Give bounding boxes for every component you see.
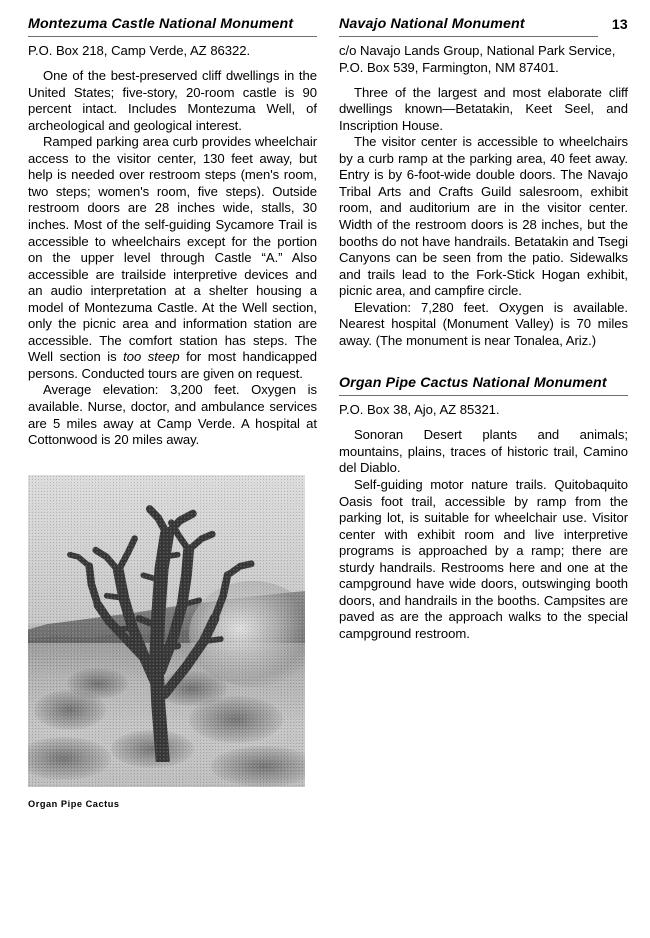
paragraph-montezuma-accessibility-part-a: Ramped parking area curb provides wheelchair access to the visitor center, 130 feet away, but help is needed over restroom steps (men's room, two steps; women's room, five steps). Outside restroom doors are 28 inches wide, stalls, 30 inches. Most of the self-guiding Sycamore Trail is accessible to wheelchairs except for the portion on the upper level through Castle “A.” Also accessible are trailside interpretive devices and an audio interpretation at a shelter housing a model of Montezuma Castle. At the Well section, only the picnic area and information station are accessible. The comfort station has steps. The Well section is [28, 134, 317, 365]
paragraph-montezuma-accessibility-part-b: for most handicapped persons. Conducted tours are given on request. [28, 349, 317, 381]
section-heading-organ-pipe-cactus: Organ Pipe Cactus National Monument [339, 375, 628, 396]
paragraph-organ-pipe-overview: Sonoran Desert plants and animals; mountains, plains, traces of historic trail, Camino del Diablo. [339, 427, 628, 476]
paragraph-navajo-overview: Three of the largest and most elaborate cliff dwellings known—Betatakin, Keet Seel, and Inscription House. [339, 84, 628, 133]
photo-grain-highlight [28, 475, 305, 787]
address-montezuma-castle: P.O. Box 218, Camp Verde, AZ 86322. [28, 43, 251, 58]
paragraph-montezuma-services: Average elevation: 3,200 feet. Oxygen is available. Nurse, doctor, and ambulance services are 5 miles away at Camp Verde. A hospital at Cottonwood is 20 miles away. [28, 382, 317, 448]
paragraph-montezuma-overview: One of the best-preserved cliff dwellings in the United States; five-story, 20-room castle is 90 percent intact. Includes Montezuma Well, of archeological and geological interest. [28, 68, 317, 133]
section-heading-navajo: Navajo National Monument [339, 16, 598, 37]
right-column [339, 16, 628, 810]
paragraph-organ-pipe-accessibility: Self-guiding motor nature trails. Quitobaquito Oasis foot trail, accessible by ramp from the parking lot, is suitable for wheelchair use. Visitor center with exhibit room and live interpretive programs is approached by a ramp; there are sturdy handrails. Restrooms here and one at the campground have wide doors, outswinging booth doors, and handrails in the booths. Campsites are paved as are the approach walks to the special campground restroom. [339, 477, 628, 641]
two-column-layout [28, 16, 628, 810]
paragraph-montezuma-accessibility [28, 134, 317, 382]
paragraph-navajo-services: Elevation: 7,280 feet. Oxygen is available. Nearest hospital (Monument Valley) is 70 miles away. (The monument is near Tonalea, Ariz.) [339, 299, 628, 348]
section-heading-montezuma-castle: Montezuma Castle National Monument [28, 16, 317, 37]
paragraph-navajo-accessibility: The visitor center is accessible to wheelchairs by a curb ramp at the parking area, 40 feet away. Entry is by 6-foot-wide double doors. The Navajo Tribal Arts and Crafts Guild salesroom, exhibit room, and auditorium are in the visitor center. Width of the restroom doors is 28 inches, but the booths do not have handrails. Betatakin and Tsegi Canyons can be seen from the patio. Sidewalks and trails lead to the Fork-Stick Hogan exhibit, picnic area, and campfire circle. [339, 134, 628, 299]
photo-organ-pipe-cactus [28, 475, 305, 787]
page-number: 13 [611, 16, 628, 32]
figure-caption: Organ Pipe Cactus [28, 798, 120, 809]
emphasis-too-steep: too steep [123, 349, 180, 365]
address-organ-pipe-cactus: P.O. Box 38, Ajo, AZ 85321. [339, 402, 500, 418]
figure-organ-pipe-cactus [28, 475, 305, 810]
left-column [28, 16, 317, 810]
heading-with-folio [339, 16, 628, 43]
address-navajo: c/o Navajo Lands Group, National Park Service, P.O. Box 539, Farmington, NM 87401. [339, 43, 616, 75]
